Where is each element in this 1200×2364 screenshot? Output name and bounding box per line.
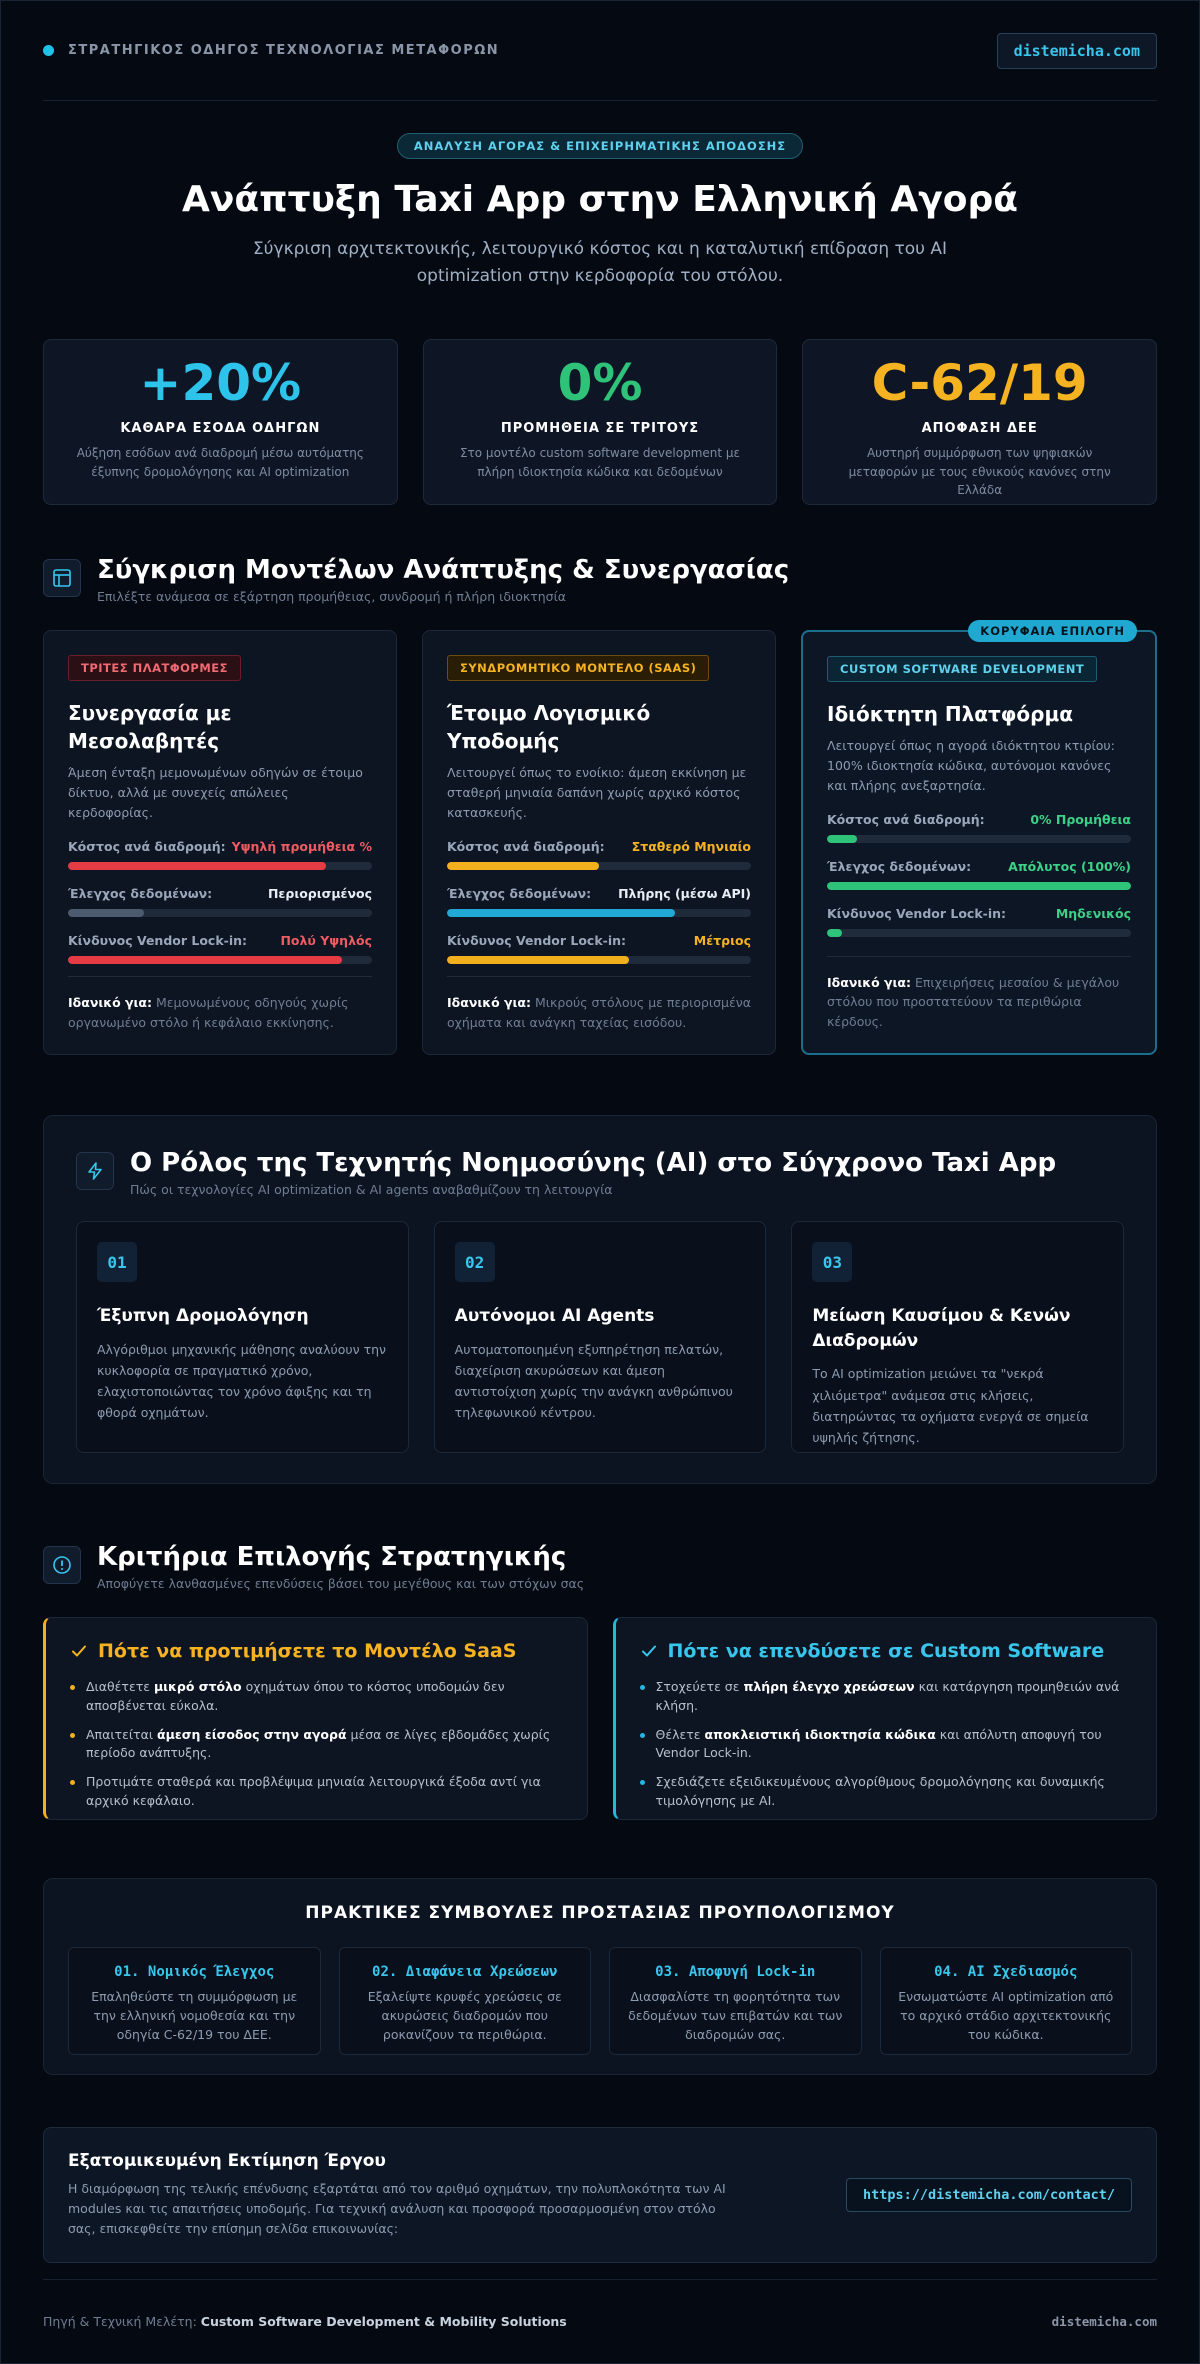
site-link-button[interactable]: distemicha.com <box>997 33 1157 69</box>
tip-card-ai <box>880 1947 1133 2055</box>
metric-data-control <box>68 886 372 917</box>
criteria-list <box>70 1678 563 1811</box>
metric-key: Κίνδυνος Vendor Lock-in: <box>827 906 1007 921</box>
top-bar <box>43 1 1157 101</box>
metric-bar-fill <box>827 929 842 937</box>
model-ideal <box>68 976 372 1032</box>
page-title: Ανάπτυξη Taxi App στην Ελληνική Αγορά <box>182 179 1018 220</box>
metric-data-control <box>827 859 1131 890</box>
metric-key: Κίνδυνος Vendor Lock-in: <box>447 933 627 948</box>
metric-data-control <box>447 886 751 917</box>
metric-cost <box>68 839 372 870</box>
tips-title: ΠΡΑΚΤΙΚΕΣ ΣΥΜΒΟΥΛΕΣ ΠΡΟΣΤΑΣΙΑΣ ΠΡΟΥΠΟΛΟΓΙΣΜΟΥ <box>305 1903 895 1923</box>
metric-bar <box>447 909 751 917</box>
stat-card-revenue <box>43 339 398 505</box>
metric-bar-fill <box>68 909 144 917</box>
ai-card-desc: Το AI optimization μειώνει τα "νεκρά χιλιόμετρα" ανάμεσα στις κλήσεις, διατηρώντας τα οχήματα ενεργά σε σημεία υψηλής ζήτησης. <box>812 1366 1089 1446</box>
metric-cost <box>447 839 751 870</box>
models-section-header <box>43 555 1157 604</box>
models-section-subtitle: Επιλέξτε ανάμεσα σε εξάρτηση προμήθειας, συνδρομή ή πλήρη ιδιοκτησία <box>97 589 567 604</box>
metric-key: Κόστος ανά διαδρομή: <box>827 812 985 827</box>
ai-card-title: Έξυπνη Δρομολόγηση <box>97 1306 309 1326</box>
stat-desc: Αύξηση εσόδων ανά διαδρομή μέσω αυτόματης έξυπνης δρομολόγησης και AI optimization <box>76 446 364 479</box>
metric-lock-in <box>827 906 1131 937</box>
metric-bar <box>827 929 1131 937</box>
metric-bar <box>447 862 751 870</box>
model-desc: Λειτουργεί όπως το ενοίκιο: άμεση εκκίνηση με σταθερή μηνιαία δαπάνη χωρίς αρχικό κόστος κατασκευής. <box>447 765 747 820</box>
ai-section-subtitle: Πώς οι τεχνολογίες AI optimization & AI agents αναβαθμίζουν τη λειτουργία <box>130 1182 613 1197</box>
metric-key: Κίνδυνος Vendor Lock-in: <box>68 933 248 948</box>
alert-icon <box>43 1546 81 1584</box>
stat-card-commission <box>423 339 778 505</box>
model-tag: ΣΥΝΔΡΟΜΗΤΙΚΟ ΜΟΝΤΕΛΟ (SAAS) <box>447 655 709 681</box>
metric-bar <box>68 909 372 917</box>
ideal-text: Επιχειρήσεις μεσαίου & μεγάλου στόλου που προστατεύουν τα περιθώρια κέρδους. <box>827 974 1120 1029</box>
model-tag: ΤΡΙΤΕΣ ΠΛΑΤΦΟΡΜΕΣ <box>68 655 241 681</box>
metric-key: Κόστος ανά διαδρομή: <box>68 839 226 854</box>
status-dot-icon <box>43 45 54 56</box>
footer-site-link[interactable]: distemicha.com <box>1051 2314 1157 2329</box>
models-section <box>43 555 1157 1055</box>
ideal-label: Ιδανικό για: <box>827 974 912 990</box>
list-item: Διαθέτετε μικρό στόλο οχημάτων όπου το κόστος υποδομών δεν αποσβένεται εύκολα. <box>70 1678 563 1716</box>
page-subtitle: Σύγκριση αρχιτεκτονικής, λειτουργικό κόστος και η καταλυτική επίδραση του AI optimization στην κερδοφορία του στόλου. <box>252 239 948 287</box>
ai-card-number: 03 <box>812 1242 852 1282</box>
stat-label: ΑΠΟΦΑΣΗ ΔΕΕ <box>921 421 1038 436</box>
stat-card-ruling <box>802 339 1157 505</box>
estimate-text: Η διαμόρφωση της τελικής επένδυσης εξαρτάται από τον αριθμό οχημάτων, την πολυπλοκότητα των AI modules και τις απαιτήσεις υποδομής. Για τεχνική ανάλυση και προσφορά προσαρμοσμένη στον στόλο σας, επισκεφθείτε την επίσημη σελίδα επικοινωνίας: <box>68 2181 726 2236</box>
metric-bar-fill <box>68 956 342 964</box>
metric-value: Πλήρης (μέσω API) <box>618 886 751 901</box>
criteria-box-custom <box>613 1617 1158 1820</box>
ai-section-title: Ο Ρόλος της Τεχνητής Νοημοσύνης (AI) στο Σύγχρονο Taxi App <box>130 1148 1057 1178</box>
ai-card-title: Μείωση Καυσίμου & Κενών Διαδρομών <box>812 1306 1071 1351</box>
layout-icon <box>43 559 81 597</box>
stat-desc: Στο μοντέλο custom software development με πλήρη ιδιοκτησία κώδικα και δεδομένων <box>459 446 741 479</box>
tips-section <box>43 1878 1157 2075</box>
list-item: Προτιμάτε σταθερά και προβλέψιμα μηνιαία λειτουργικά έξοδα αντί για αρχικό κεφάλαιο. <box>70 1773 563 1811</box>
model-title: Έτοιμο Λογισμικό Υποδομής <box>447 701 651 753</box>
footer <box>43 2279 1157 2363</box>
tip-desc: Επαληθεύστε τη συμμόρφωση με την ελληνική νομοθεσία και την οδηγία C-62/19 του ΔΕΕ. <box>91 1989 298 2042</box>
footer-source-value: Custom Software Development & Mobility Solutions <box>200 2314 567 2329</box>
metric-bar-fill <box>447 909 675 917</box>
ai-card-routing <box>76 1221 409 1453</box>
tip-desc: Εξαλείψτε κρυφές χρεώσεις σε ακυρώσεις διαδρομών που ροκανίζουν τα περιθώρια. <box>367 1989 562 2042</box>
brand-label: ΣΤΡΑΤΗΓΙΚΟΣ ΟΔΗΓΟΣ ΤΕΧΝΟΛΟΓΙΑΣ ΜΕΤΑΦΟΡΩΝ <box>68 43 500 58</box>
metric-bar <box>827 835 1131 843</box>
tip-card-legal <box>68 1947 321 2055</box>
brand <box>43 43 499 58</box>
criteria-heading <box>70 1640 563 1662</box>
stat-label: ΚΑΘΑΡΑ ΕΣΟΔΑ ΟΔΗΓΩΝ <box>120 421 321 436</box>
metric-bar <box>68 862 372 870</box>
model-title: Ιδιόκτητη Πλατφόρμα <box>827 702 1073 726</box>
criteria-title: Πότε να επενδύσετε σε Custom Software <box>667 1640 1105 1662</box>
ideal-text: Μικρούς στόλους με περιορισμένα οχήματα και ανάγκη ταχείας εισόδου. <box>447 995 751 1030</box>
metric-key: Κόστος ανά διαδρομή: <box>447 839 605 854</box>
footer-source <box>43 2314 567 2329</box>
ai-card-title: Αυτόνομοι AI Agents <box>454 1306 655 1326</box>
ideal-label: Ιδανικό για: <box>447 995 532 1011</box>
metric-lock-in <box>447 933 751 964</box>
footer-source-label: Πηγή & Τεχνική Μελέτη: <box>43 2314 197 2329</box>
metric-value: Περιορισμένος <box>267 886 372 901</box>
metric-key: Έλεγχος δεδομένων: <box>68 886 213 901</box>
tips-row <box>68 1947 1132 2055</box>
list-item: Στοχεύετε σε πλήρη έλεγχο χρεώσεων και κατάργηση προμηθειών ανά κλήση. <box>640 1678 1133 1716</box>
criteria-section <box>43 1542 1157 1820</box>
model-desc: Άμεση ένταξη μεμονωμένων οδηγών σε έτοιμο δίκτυο, αλλά με συνεχείς απώλειες κερδοφορίας. <box>68 765 363 820</box>
stat-value: C-62/19 <box>871 354 1088 412</box>
model-card-saas <box>422 630 776 1055</box>
ai-card-agents <box>434 1221 767 1453</box>
ai-card-desc: Αυτοματοποιημένη εξυπηρέτηση πελατών, διαχείριση ακυρώσεων και άμεση αντιστοίχιση χωρίς την ανάγκη ανθρώπινου τηλεφωνικού κέντρου. <box>454 1341 733 1421</box>
stat-label: ΠΡΟΜΗΘΕΙΑ ΣΕ ΤΡΙΤΟΥΣ <box>500 421 700 436</box>
metric-value: Μέτριος <box>693 933 751 948</box>
model-title: Συνεργασία με Μεσολαβητές <box>68 701 232 753</box>
metric-key: Έλεγχος δεδομένων: <box>827 859 972 874</box>
metric-bar-fill <box>827 882 1131 890</box>
model-tag: CUSTOM SOFTWARE DEVELOPMENT <box>827 656 1097 682</box>
stat-value: +20% <box>139 354 302 412</box>
metric-key: Έλεγχος δεδομένων: <box>447 886 592 901</box>
metric-bar-fill <box>447 956 629 964</box>
metric-value: 0% Προμήθεια <box>1030 812 1131 827</box>
tip-title: 02. Διαφάνεια Χρεώσεων <box>372 1964 558 1980</box>
stats-row <box>43 339 1157 505</box>
metric-bar <box>68 956 372 964</box>
stat-value: 0% <box>557 354 643 412</box>
criteria-title: Πότε να προτιμήσετε το Μοντέλο SaaS <box>98 1640 517 1662</box>
ai-card-number: 02 <box>455 1242 495 1282</box>
ai-card-number: 01 <box>97 1242 137 1282</box>
stat-desc: Αυστηρή συμμόρφωση των ψηφιακών μεταφορών με τους εθνικούς κανόνες στην Ελλάδα <box>848 446 1111 498</box>
featured-badge: ΚΟΡΥΦΑΙΑ ΕΠΙΛΟΓΗ <box>968 620 1137 642</box>
hero-pill: ΑΝΑΛΥΣΗ ΑΓΟΡΑΣ & ΕΠΙΧΕΙΡΗΜΑΤΙΚΗΣ ΑΠΟΔΟΣΗΣ <box>397 133 803 159</box>
criteria-section-header <box>43 1542 1157 1591</box>
tip-title: 04. AI Σχεδιασμός <box>934 1964 1078 1980</box>
ideal-label: Ιδανικό για: <box>68 995 153 1011</box>
metric-value: Μηδενικός <box>1055 906 1131 921</box>
tip-desc: Ενσωματώστε AI optimization από το αρχικό στάδιο αρχιτεκτονικής του κώδικα. <box>898 1989 1114 2042</box>
model-desc: Λειτουργεί όπως η αγορά ιδιόκτητου κτιρίου: 100% ιδιοκτησία κώδικα, αυτόνομοι κανόνες και πλήρης ανεξαρτησία. <box>827 738 1115 793</box>
metric-bar-fill <box>827 835 857 843</box>
metric-bar <box>447 956 751 964</box>
metric-lock-in <box>68 933 372 964</box>
tip-title: 01. Νομικός Έλεγχος <box>114 1964 275 1980</box>
metric-bar-fill <box>68 862 326 870</box>
model-card-intermediaries <box>43 630 397 1055</box>
estimate-title: Εξατομικευμένη Εκτίμηση Έργου <box>68 2151 386 2171</box>
contact-link-button[interactable]: https://distemicha.com/contact/ <box>846 2178 1132 2212</box>
ai-card-fuel <box>791 1221 1124 1453</box>
ai-card-desc: Αλγόριθμοι μηχανικής μάθησης αναλύουν την κυκλοφορία σε πραγματικό χρόνο, ελαχιστοποιώντας τον χρόνο άφιξης και τη φθορά οχημάτων. <box>97 1341 387 1421</box>
models-section-title: Σύγκριση Μοντέλων Ανάπτυξης & Συνεργασίας <box>97 555 790 585</box>
tip-card-transparency <box>339 1947 592 2055</box>
criteria-section-title: Κριτήρια Επιλογής Στρατηγικής <box>97 1542 567 1572</box>
metric-value: Υψηλή προμήθεια % <box>231 839 372 854</box>
list-item: Θέλετε αποκλειστική ιδιοκτησία κώδικα και απόλυτη αποφυγή του Vendor Lock-in. <box>640 1726 1133 1764</box>
metric-value: Πολύ Υψηλός <box>280 933 372 948</box>
model-ideal <box>447 976 751 1032</box>
metric-bar-fill <box>447 862 599 870</box>
criteria-heading <box>640 1640 1133 1662</box>
criteria-row <box>43 1617 1157 1820</box>
hero <box>43 101 1157 339</box>
list-item: Σχεδιάζετε εξειδικευμένους αλγορίθμους δρομολόγησης και δυναμικής τιμολόγησης με AI. <box>640 1773 1133 1811</box>
list-item: Απαιτείται άμεση είσοδος στην αγορά μέσα σε λίγες εβδομάδες χωρίς περίοδο ανάπτυξης. <box>70 1726 563 1764</box>
metric-cost <box>827 812 1131 843</box>
ai-cards-row <box>76 1221 1124 1453</box>
check-icon <box>70 1642 88 1660</box>
lightning-icon <box>76 1152 114 1190</box>
tip-desc: Διασφαλίστε τη φορητότητα των δεδομένων των επιβατών και των διαδρομών σας. <box>628 1989 843 2042</box>
ideal-text: Μεμονωμένους οδηγούς χωρίς οργανωμένο στόλο ή κεφάλαιο εκκίνησης. <box>68 995 349 1030</box>
model-card-custom <box>801 624 1157 1055</box>
criteria-box-saas <box>43 1617 588 1820</box>
ai-section-header <box>76 1148 1124 1197</box>
check-icon <box>640 1642 658 1660</box>
metric-bar <box>827 882 1131 890</box>
metric-value: Απόλυτος (100%) <box>1008 859 1131 874</box>
metric-value: Σταθερό Μηνιαίο <box>631 839 751 854</box>
ai-section <box>43 1115 1157 1484</box>
criteria-section-subtitle: Αποφύγετε λανθασμένες επενδύσεις βάσει του μεγέθους και των στόχων σας <box>97 1576 585 1591</box>
criteria-list <box>640 1678 1133 1811</box>
estimate-section <box>43 2127 1157 2263</box>
tip-title: 03. Αποφυγή Lock-in <box>655 1964 816 1980</box>
models-row <box>43 624 1157 1055</box>
tip-card-lock-in <box>609 1947 862 2055</box>
model-ideal <box>827 956 1131 1031</box>
